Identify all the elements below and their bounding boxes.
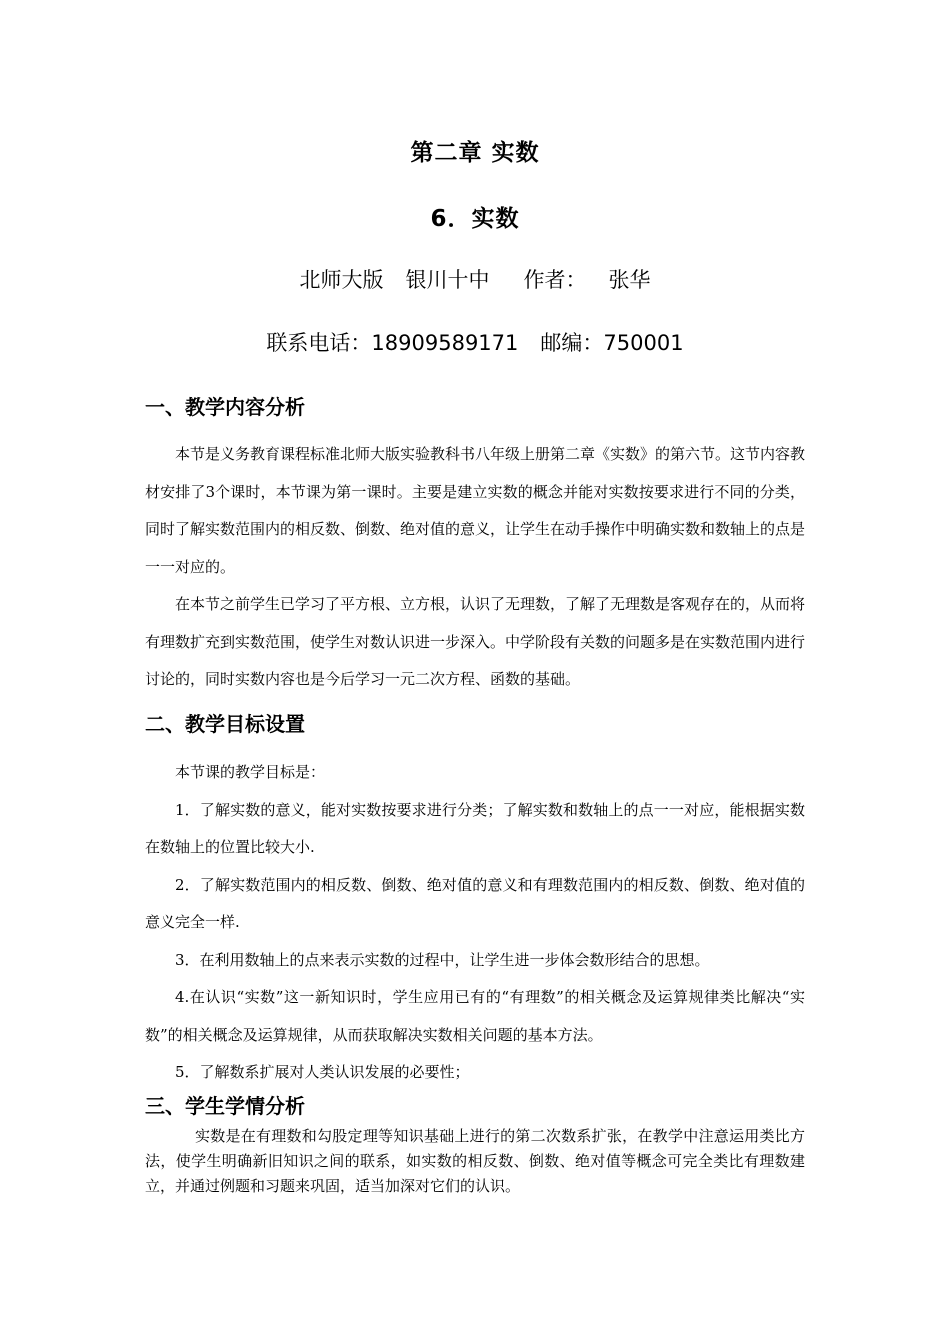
objective-item: 4.在认识“实数”这一新知识时，学生应用已有的“有理数”的相关概念及运算规律类比解决“实数”的相关概念及运算规律，从而获取解决实数相关问题的基本方法。 xyxy=(145,988,805,1044)
objective-item: 2．了解实数范围内的相反数、倒数、绝对值的意义和有理数范围内的相反数、倒数、绝对值的意义完全一样. xyxy=(145,875,805,931)
phone-number: 18909589171 xyxy=(371,331,519,355)
contact-line xyxy=(0,327,950,357)
section-body xyxy=(145,436,805,699)
section-heading: 三、学生学情分析 xyxy=(145,1094,305,1118)
objective-item: 5．了解数系扩展对人类认识发展的必要性； xyxy=(175,1063,470,1081)
chapter-title: 第二章 实数 xyxy=(410,140,540,166)
paragraph: 本节课的教学目标是： xyxy=(175,763,326,781)
section-heading: 一、教学内容分析 xyxy=(145,395,305,419)
section-body xyxy=(145,754,805,1092)
author-label: 作者： xyxy=(523,268,587,292)
paragraph: 本节是义务教育课程标准北师大版实验教科书八年级上册第二章《实数》的第六节。这节内容教材安排了3个课时，本节课为第一课时。主要是建立实数的概念并能对实数按要求进行不同的分类，同时了解实数范围内的相反数、倒数、绝对值的意义，让学生在动手操作中明确实数和数轴上的点是一一对应的。 xyxy=(145,445,806,576)
school-text: 银川十中 xyxy=(405,268,490,292)
author-line xyxy=(0,264,950,294)
author-name: 张华 xyxy=(608,268,651,292)
paragraph: 实数是在有理数和勾股定理等知识基础上进行的第二次数系扩张，在教学中注意运用类比方法，使学生明确新旧知识之间的联系，如实数的相反数、倒数、绝对值等概念可完全类比有理数建立，并通过例题和习题来巩固，适当加深对它们的认识。 xyxy=(145,1127,805,1195)
section-body xyxy=(145,1124,805,1199)
postcode: 750001 xyxy=(603,331,684,355)
objective-item: 3．在利用数轴上的点来表示实数的过程中，让学生进一步体会数形结合的思想。 xyxy=(175,950,710,969)
paragraph: 在本节之前学生已学习了平方根、立方根，认识了无理数，了解了无理数是客观存在的，从而将有理数扩充到实数范围，使学生对数认识进一步深入。中学阶段有关数的问题多是在实数范围内进行讨论的，同时实数内容也是今后学习一元二次方程、函数的基础。 xyxy=(145,595,806,688)
section-heading: 二、教学目标设置 xyxy=(145,712,305,736)
phone-label: 联系电话： xyxy=(266,331,372,355)
section-title: 6．实数 xyxy=(430,206,520,232)
edition-text: 北师大版 xyxy=(299,268,384,292)
postcode-label: 邮编： xyxy=(540,331,604,355)
objective-item: 1．了解实数的意义，能对实数按要求进行分类；了解实数和数轴上的点一一对应，能根据实数在数轴上的位置比较大小. xyxy=(145,800,805,856)
